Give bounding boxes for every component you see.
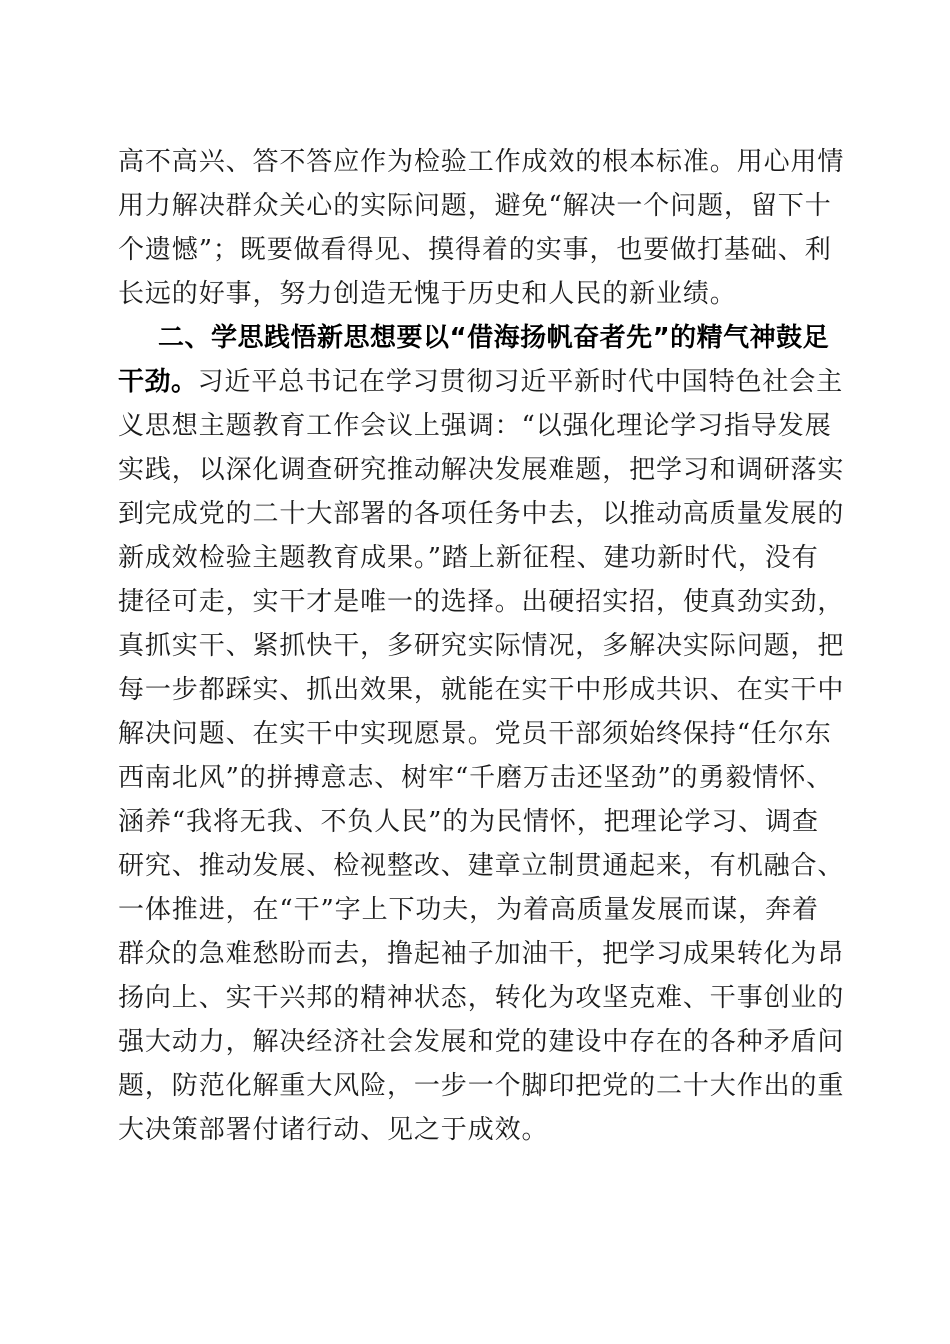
paragraph-2-line-7: 真抓实干、紧抓快干，多研究实际情况，多解决实际问题，把 xyxy=(118,631,845,661)
section-heading-end: 干劲。 xyxy=(118,367,198,397)
paragraph-2-line-18: 大决策部署付诸行动、见之于成效。 xyxy=(118,1115,549,1145)
paragraph-2-line-17: 题，防范化解重大风险，一步一个脚印把党的二十大作出的重 xyxy=(118,1071,845,1101)
paragraph-1-line-3: 个遗憾”；既要做看得见、摸得着的实事，也要做打基础、利 xyxy=(118,235,832,265)
paragraph-1-line-2: 用力解决群众关心的实际问题，避免“解决一个问题，留下十 xyxy=(118,191,832,221)
paragraph-2-line-9: 解决问题、在实干中实现愿景。党员干部须始终保持“任尔东 xyxy=(118,719,832,749)
paragraph-2-line-16: 强大动力，解决经济社会发展和党的建设中存在的各种矛盾问 xyxy=(118,1027,845,1057)
paragraph-2-line-3: 实践，以深化调查研究推动解决发展难题，把学习和调研落实 xyxy=(118,455,845,485)
paragraph-2-line-4: 到完成党的二十大部署的各项任务中去，以推动高质量发展的 xyxy=(118,499,845,529)
paragraph-2-line-14: 群众的急难愁盼而去，撸起袖子加油干，把学习成果转化为昂 xyxy=(118,939,845,969)
paragraph-1-line-4: 长远的好事，努力创造无愧于历史和人民的新业绩。 xyxy=(118,279,737,309)
paragraph-2-line-1-text: 习近平总书记在学习贯彻习近平新时代中国特色社会主 xyxy=(197,367,844,397)
paragraph-2-line-2: 义思想主题教育工作会议上强调：“以强化理论学习指导发展 xyxy=(118,411,832,441)
paragraph-1-line-1: 高不高兴、答不答应作为检验工作成效的根本标准。用心用情 xyxy=(118,147,845,177)
paragraph-2-line-8: 每一步都踩实、抓出效果，就能在实干中形成共识、在实干中 xyxy=(118,675,845,705)
paragraph-2-line-15: 扬向上、实干兴邦的精神状态，转化为攻坚克难、干事创业的 xyxy=(118,983,845,1013)
paragraph-2-line-5: 新成效检验主题教育成果。”踏上新征程、建功新时代，没有 xyxy=(118,543,819,573)
paragraph-2-line-13: 一体推进，在“干”字上下功夫，为着高质量发展而谋，奔着 xyxy=(118,895,819,925)
section-heading: 二、学思践悟新思想要以“借海扬帆奋者先”的精气神鼓足 xyxy=(158,323,830,353)
paragraph-2-line-10: 西南北风”的拼搏意志、树牢“千磨万击还坚劲”的勇毅情怀、 xyxy=(118,763,834,793)
paragraph-2-line-6: 捷径可走，实干才是唯一的选择。出硬招实招，使真劲实劲， xyxy=(118,587,845,617)
paragraph-2-line-12: 研究、推动发展、检视整改、建章立制贯通起来，有机融合、 xyxy=(118,851,845,881)
paragraph-2-line-1 xyxy=(118,367,843,397)
paragraph-2-line-11: 涵养“我将无我、不负人民”的为民情怀，把理论学习、调查 xyxy=(118,807,819,837)
